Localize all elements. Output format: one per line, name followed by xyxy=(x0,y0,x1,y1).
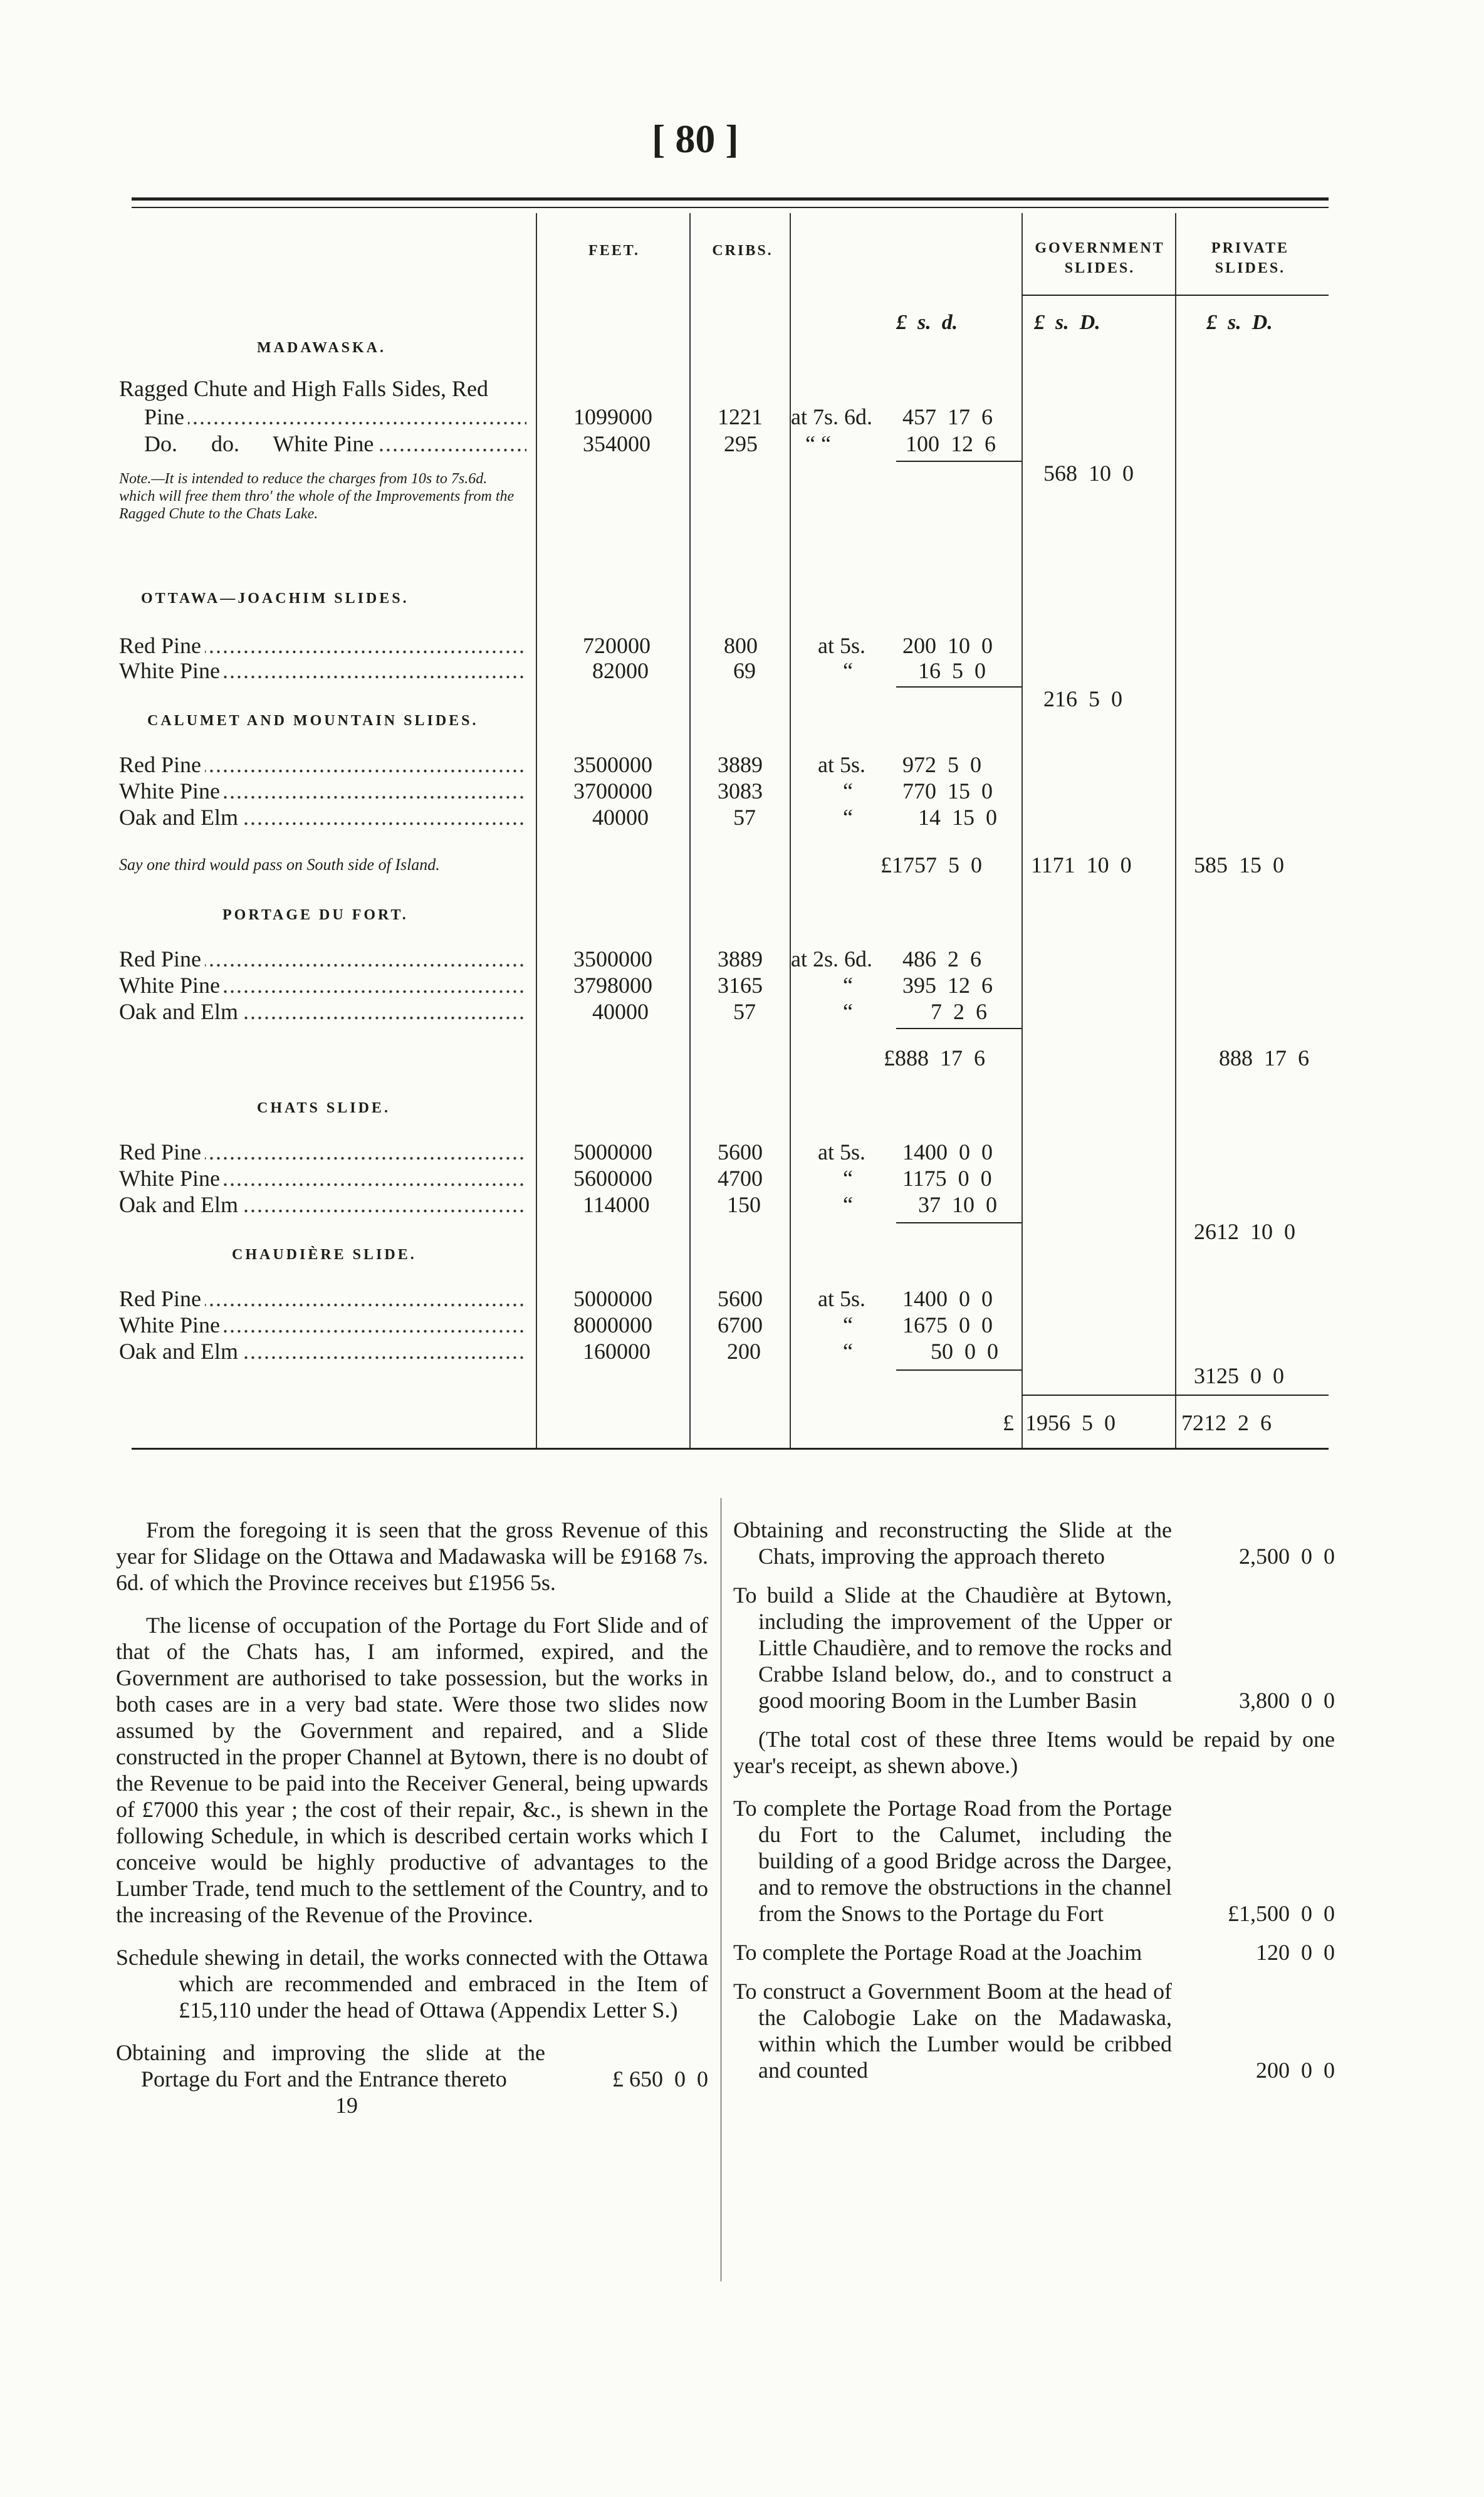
row-label: Red Pine xyxy=(119,633,205,658)
schedule-item: To complete the Portage Road at the Joachim 120 0 0 xyxy=(733,1940,1335,1965)
table-row xyxy=(0,1286,1216,1311)
signature-mark: 19 xyxy=(335,2093,358,2118)
feet-cell: 8000000 xyxy=(573,1312,652,1337)
amount-cell: 770 15 0 xyxy=(902,778,993,804)
sum-rule xyxy=(896,461,1022,462)
amount-cell: 37 10 0 xyxy=(918,1192,997,1217)
amount-cell: £888 17 6 xyxy=(884,1045,985,1071)
priv-cell: 585 15 0 xyxy=(1194,852,1284,877)
schedule-item: To build a Slide at the Chaudière at Bytown, including the improvement of the Upper or Little Chaudière, and to remove the rocks and Crabbe Island below, do., and to construct a good mooring Boom in the Lumber Basin 3,800 0 0 xyxy=(733,1583,1335,1713)
rate-cell: at 7s. 6d. xyxy=(791,404,872,429)
row-label: White Pine xyxy=(119,1166,224,1191)
gov-total: 216 5 0 xyxy=(1043,686,1122,711)
table-row xyxy=(0,752,1216,777)
cribs-cell: 3165 xyxy=(718,973,763,998)
priv-grand-total: 7212 2 6 xyxy=(1181,1410,1272,1435)
gov-total: 568 10 0 xyxy=(1043,461,1134,486)
row-label: Oak and Elm xyxy=(119,805,242,830)
header-cribs: CRIBS. xyxy=(712,243,773,259)
rate-cell: “ “ xyxy=(805,431,831,456)
row-label: White Pine xyxy=(119,1312,224,1337)
feet-cell: 160000 xyxy=(583,1339,651,1364)
header-lsd: £ s. d. xyxy=(896,311,958,334)
sum-rule xyxy=(896,1222,1022,1223)
feet-cell: 5000000 xyxy=(573,1286,652,1311)
table-row xyxy=(0,778,1216,804)
feet-cell: 3500000 xyxy=(573,752,652,777)
feet-cell: 720000 xyxy=(583,633,651,658)
row-label: Oak and Elm xyxy=(119,1339,242,1364)
cribs-cell: 5600 xyxy=(718,1286,763,1311)
cribs-cell: 3083 xyxy=(718,778,763,804)
section-calumet: CALUMET AND MOUNTAIN SLIDES. xyxy=(147,713,479,729)
rate-cell: “ xyxy=(843,973,853,998)
amount-cell: 457 17 6 xyxy=(902,404,993,429)
item-amount: 2,500 0 0 xyxy=(1239,1544,1335,1569)
sum-rule xyxy=(896,1028,1022,1029)
rate-cell: “ xyxy=(843,1166,853,1191)
feet-cell: 40000 xyxy=(592,805,649,830)
rate-cell: “ xyxy=(843,778,853,804)
row-label: Do. do. White Pine xyxy=(144,431,377,456)
rate-cell: at 2s. 6d. xyxy=(791,946,872,971)
right-column xyxy=(733,1517,1335,2083)
feet-cell: 354000 xyxy=(583,431,651,456)
item-amount: 3,800 0 0 xyxy=(1239,1688,1335,1713)
row-label: Oak and Elm xyxy=(119,999,242,1024)
cribs-cell: 800 xyxy=(724,633,758,658)
sum-rule xyxy=(1022,1395,1329,1396)
section-portage: PORTAGE DU FORT. xyxy=(222,907,409,923)
feet-cell: 3500000 xyxy=(573,946,652,971)
amount-cell: 1400 0 0 xyxy=(902,1139,993,1165)
cribs-cell: 3889 xyxy=(718,752,763,777)
header-government: GOVERNMENT SLIDES. xyxy=(1035,240,1165,276)
rate-cell: at 5s. xyxy=(818,752,865,777)
feet-cell: 5000000 xyxy=(573,1139,652,1165)
section-chaudiere: CHAUDIÈRE SLIDE. xyxy=(232,1247,417,1263)
table-row xyxy=(0,946,1216,971)
amount-cell: 1675 0 0 xyxy=(902,1312,993,1337)
priv-total: 3125 0 0 xyxy=(1194,1363,1284,1388)
amount-cell: 200 10 0 xyxy=(902,633,993,658)
rate-cell: at 5s. xyxy=(818,1286,865,1311)
amount-cell: £1757 5 0 xyxy=(880,852,982,877)
table-row xyxy=(0,376,1216,401)
amount-cell: 395 12 6 xyxy=(902,973,993,998)
amount-cell: 1175 0 0 xyxy=(902,1166,992,1191)
item-amount: £1,500 0 0 xyxy=(1228,1901,1335,1926)
priv-cell: 888 17 6 xyxy=(1219,1045,1309,1071)
table-bottom-rule xyxy=(132,1448,1329,1450)
amount-cell: 50 0 0 xyxy=(931,1339,998,1364)
rate-cell: “ xyxy=(843,805,853,830)
table-row xyxy=(0,633,1216,658)
rate-cell: “ xyxy=(843,999,853,1024)
amount-cell: 100 12 6 xyxy=(906,431,996,456)
feet-cell: 1099000 xyxy=(573,404,652,429)
page-number: [ 80 ] xyxy=(652,117,739,161)
amount-cell: 1400 0 0 xyxy=(902,1286,993,1311)
row-label: White Pine xyxy=(119,658,224,683)
feet-cell: 3798000 xyxy=(573,973,652,998)
amount-cell: 486 2 6 xyxy=(902,946,981,971)
left-column xyxy=(116,1517,708,2118)
feet-cell: 3700000 xyxy=(573,778,652,804)
row-label: Pine xyxy=(144,404,188,429)
cribs-cell: 57 xyxy=(733,805,756,830)
gov-grand-total: £ 1956 5 0 xyxy=(1003,1410,1116,1435)
feet-cell: 114000 xyxy=(583,1192,650,1217)
cribs-cell: 57 xyxy=(733,999,756,1024)
header-feet: FEET. xyxy=(588,243,640,259)
schedule-item: To complete the Portage Road from the Portage du Fort to the Calumet, including the building of a good Bridge across the Dargee, and to remove the obstructions in the channel from the Snows to the Portage du Fort £1,500 0 0 xyxy=(733,1796,1335,1926)
table-row xyxy=(0,658,1216,683)
row-label: Red Pine xyxy=(119,1286,205,1311)
header-gov-lsd: £ s. D. xyxy=(1034,311,1100,334)
table-row xyxy=(0,805,1216,830)
schedule-heading: Schedule shewing in detail, the works connected with the Ottawa which are recommended and embraced in the Item of £15,110 under the head of Ottawa (Appendix Letter S.) xyxy=(116,1945,708,2023)
section-chats: CHATS SLIDE. xyxy=(257,1100,390,1116)
table-row xyxy=(0,852,1284,877)
item-amount: £ 650 0 0 xyxy=(612,2066,708,2091)
feet-cell: 5600000 xyxy=(573,1166,652,1191)
row-label: White Pine xyxy=(119,973,224,998)
cribs-cell: 200 xyxy=(727,1339,761,1364)
rate-cell: “ xyxy=(843,1312,853,1337)
header-priv-lsd: £ s. D. xyxy=(1206,311,1273,334)
table-row xyxy=(0,1139,1216,1165)
cribs-cell: 6700 xyxy=(718,1312,763,1337)
section-ottawa-joachim: OTTAWA—JOACHIM SLIDES. xyxy=(141,590,409,607)
table-row xyxy=(0,1045,1309,1071)
feet-cell: 82000 xyxy=(592,658,649,683)
paragraph: From the foregoing it is seen that the gross Revenue of this year for Slidage on the Ottawa and Madawaska will be £9168 7s. 6d. of which the Province receives but £1956 5s. xyxy=(116,1517,708,1595)
row-label: Oak and Elm xyxy=(119,1192,242,1217)
note: Note.—It is intended to reduce the charges from 10s to 7s.6d. which will free them thro' the whole of the Improvements from the Ragged Chute to the Chats Lake. xyxy=(119,471,515,522)
paragraph: (The total cost of these three Items would be repaid by one year's receipt, as shewn above.) xyxy=(733,1727,1335,1778)
rate-cell: at 5s. xyxy=(818,633,865,658)
schedule-item: Obtaining and reconstructing the Slide at the Chats, improving the approach thereto 2,500 0 0 xyxy=(733,1517,1335,1569)
sum-rule xyxy=(896,686,1022,688)
table-row xyxy=(0,404,1216,429)
rate-cell: “ xyxy=(843,1339,853,1364)
rate-cell: at 5s. xyxy=(818,1139,865,1165)
table-row xyxy=(0,1166,1216,1191)
row-label: White Pine xyxy=(119,778,224,804)
row-label: Red Pine xyxy=(119,1139,205,1165)
paragraph: The license of occupation of the Portage du Fort Slide and of that of the Chats has, I am informed, expired, and the Government are authorised to take possession, but the works in both cases are in a very bad state. Were those two slides now assumed by the Government and repaired, and a Slide constructed in the proper Channel at Bytown, there is no doubt of the Revenue to be paid into the Receiver General, being upwards of £7000 this year ; the cost of their repair, &c., is shewn in the following Schedule, in which is described certain works which I conceive would be highly productive of advantages to the Lumber Trade, tend much to the settlement of the Country, and to the increasing of the Revenue of the Province. xyxy=(116,1613,708,1927)
cribs-cell: 295 xyxy=(724,431,758,456)
schedule-item: To construct a Government Boom at the head of the Calobogie Lake on the Madawaska, within which the Lumber would be cribbed and counted 200 0 0 xyxy=(733,1979,1335,2083)
feet-cell: 40000 xyxy=(592,999,649,1024)
cribs-cell: 69 xyxy=(733,658,756,683)
row-label: Red Pine xyxy=(119,752,205,777)
sum-rule xyxy=(896,1369,1022,1371)
cribs-cell: 3889 xyxy=(718,946,763,971)
rate-cell: “ xyxy=(843,658,853,683)
cribs-cell: 4700 xyxy=(718,1166,763,1191)
table-row xyxy=(0,1339,1216,1364)
cribs-cell: 150 xyxy=(727,1192,761,1217)
row-label: Say one third would pass on South side of Island. xyxy=(119,856,440,874)
table-row xyxy=(0,999,1216,1024)
item-amount: 120 0 0 xyxy=(1256,1940,1335,1965)
priv-total: 2612 10 0 xyxy=(1194,1219,1295,1244)
amount-cell: 972 5 0 xyxy=(902,752,981,777)
table-row xyxy=(0,431,1216,456)
cribs-cell: 1221 xyxy=(718,404,763,429)
row-label: Ragged Chute and High Falls Sides, Red xyxy=(119,376,488,401)
amount-cell: 14 15 0 xyxy=(918,805,997,830)
rate-cell: “ xyxy=(843,1192,853,1217)
cribs-cell: 5600 xyxy=(718,1139,763,1165)
row-label: Red Pine xyxy=(119,946,205,971)
schedule-item: Obtaining and improving the slide at the Portage du Fort and the Entrance thereto £ 650 0 0 xyxy=(116,2040,708,2091)
amount-cell: 7 2 6 xyxy=(931,999,987,1024)
header-private: PRIVATE SLIDES. xyxy=(1211,240,1290,276)
table-row xyxy=(0,1192,1216,1217)
table-row xyxy=(0,973,1216,998)
amount-cell: 16 5 0 xyxy=(918,658,986,683)
table-row xyxy=(0,1312,1216,1337)
section-madawaska: MADAWASKA. xyxy=(257,340,387,356)
gov-cell: 1171 10 0 xyxy=(1031,852,1132,877)
item-amount: 200 0 0 xyxy=(1256,2058,1335,2083)
